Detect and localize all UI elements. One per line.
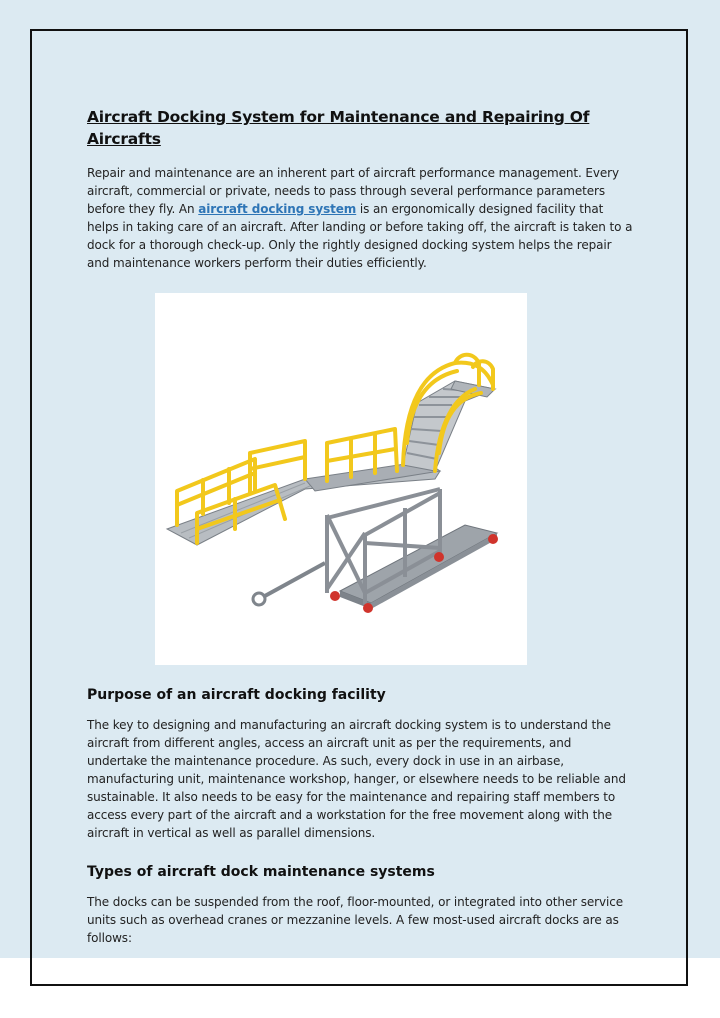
section-body-purpose: The key to designing and manufacturing an aircraft docking system is to understand the aircraft from different angles, access an aircraft unit as per the requirements, and undertake the maintenance procedure. As such, every dock in use in an airbase, manufacturing unit, maintenance workshop, hanger, or elsewhere needs to be reliable and sustainable. It also needs to be easy for the maintenance and repairing staff members to access every part of the aircraft and a workstation for the free movement along with the aircraft in vertical as well as parallel dimensions. (87, 718, 626, 840)
aircraft-docking-system-link[interactable]: aircraft docking system (198, 202, 357, 216)
section-heading-purpose: Purpose of an aircraft docking facility (87, 687, 386, 703)
docking-platform-illustration (155, 293, 527, 665)
intro-paragraph (87, 164, 635, 272)
article (87, 106, 635, 947)
docking-platform-image (155, 293, 527, 665)
tow-ring (253, 593, 265, 605)
section-heading-types: Types of aircraft dock maintenance systems (87, 864, 435, 880)
intro-text-before-link: Repair and maintenance are an inherent part of aircraft performance management. Every aircraft, commercial or private, needs to pass through several performance parameters before they fly. An (87, 166, 620, 216)
section-body-types: The docks can be suspended from the roof, floor-mounted, or integrated into other service units such as overhead cranes or mezzanine levels. A few most-used aircraft docks are as follows: (87, 895, 624, 945)
intro-text-after-link: is an ergonomically designed facility that helps in taking care of an aircraft. After landing or before taking off, the aircraft is taken to a dock for a thorough check-up. Only the rightly designed docking system helps the repair and maintenance workers perform their duties efficiently. (87, 202, 633, 270)
tow-bar (263, 563, 325, 597)
article-title: Aircraft Docking System for Maintenance and Repairing Of Aircrafts (87, 108, 590, 148)
